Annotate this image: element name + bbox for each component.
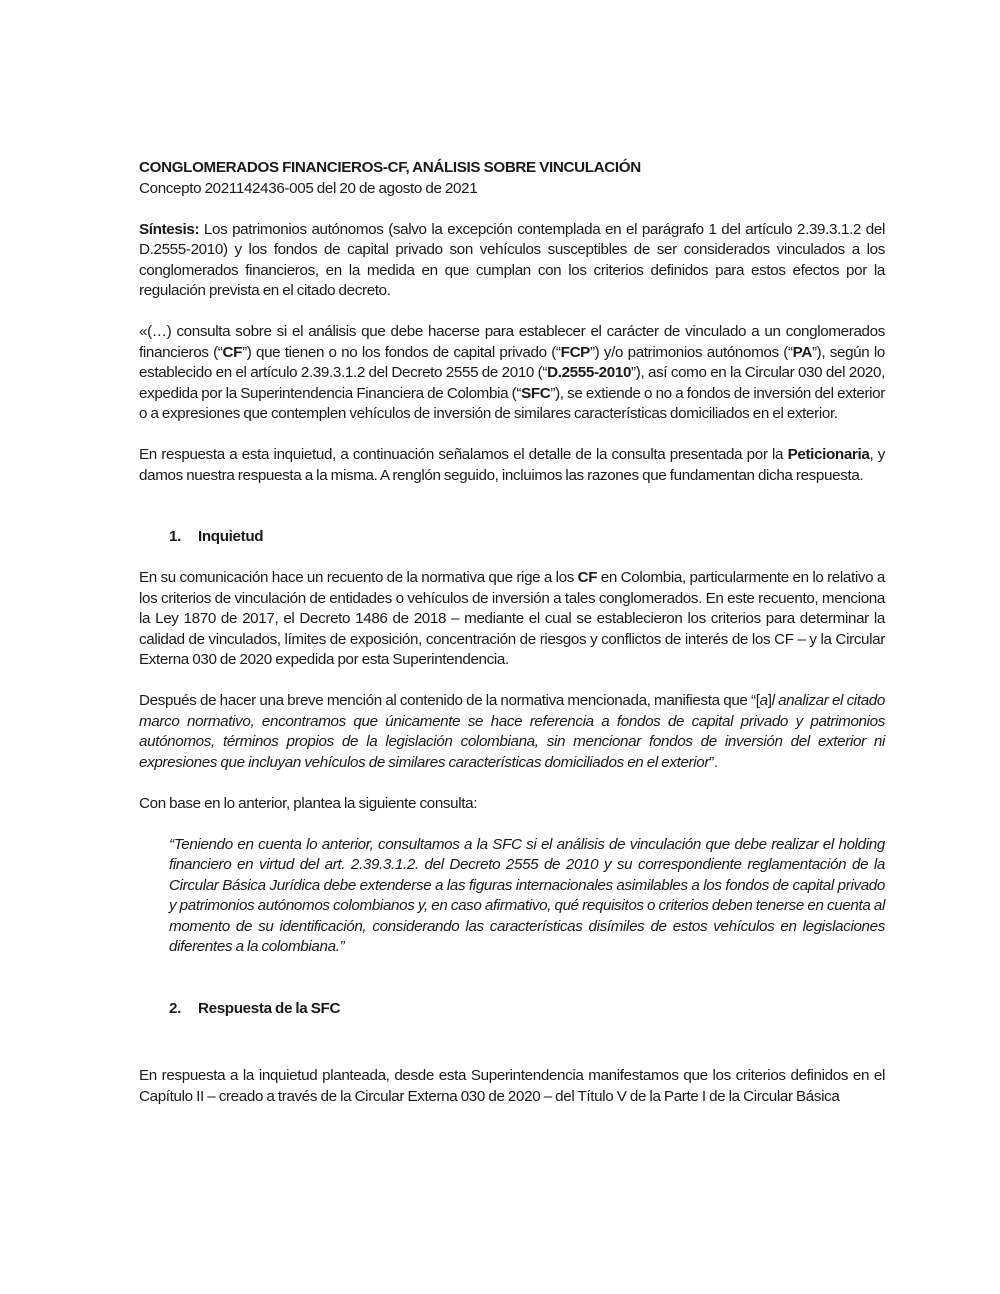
concept-reference: Concepto 2021142436-005 del 20 de agosto de 2021 <box>139 179 478 197</box>
document-title: CONGLOMERADOS FINANCIEROS-CF, ANÁLISIS SOBRE VINCULACIÓN <box>139 159 641 176</box>
document-page <box>139 158 885 1107</box>
response-intro-paragraph: En respuesta a esta inquietud, a continuación señalamos el detalle de la consulta presentada por la Peticionaria, y damos nuestra respuesta a la misma. A renglón seguido, incluimos las razones que fundamentan dicha respuesta. <box>139 446 886 484</box>
query-intro-paragraph: Con base en lo anterior, plantea la siguiente consulta: <box>139 794 478 812</box>
response-paragraph: En respuesta a la inquietud planteada, desde esta Superintendencia manifestamos que los criterios definidos en el Capítulo II – creado a través de la Circular Externa 030 de 2020 – del Título V de la Parte I de la Circular Básica <box>139 1067 885 1105</box>
section-heading-inquietud: 1. Inquietud <box>169 528 264 545</box>
consultation-paragraph: «(…) consulta sobre si el análisis que debe hacerse para establecer el carácter de vinculado a un conglomerados financieros (“CF”) que tienen o no los fondos de capital privado (“FCP”) y/o patrimonios autónomos (“PA”), según lo establecido en el artículo 2.39.3.1.2 del Decreto 2555 de 2010 (“D.2555-2010”), así como en la Circular 030 del 2020, expedida por la Superintendencia Financiera de Colombia (“SFC”), se extiende o no a fondos de inversión del exterior o a expresiones que contemplen vehículos de inversión de similares características domiciliados en el exterior. <box>139 323 885 422</box>
inquietud-paragraph: En su comunicación hace un recuento de la normativa que rige a los CF en Colombia, particularmente en lo relativo a los criterios de vinculación de entidades o vehículos de inversión a tales conglomerados. En este recuento, menciona la Ley 1870 de 2017, el Decreto 1486 de 2018 – mediante el cual se establecieron los criterios para determinar la calidad de vinculados, límites de exposición, concentración de riesgos y conflictos de interés de los CF – y la Circular Externa 030 de 2020 expedida por esta Superintendencia. <box>139 569 885 668</box>
synthesis-paragraph: Síntesis: Los patrimonios autónomos (salvo la excepción contemplada en el parágrafo 1 del artículo 2.39.3.1.2 del D.2555-2010) y los fondos de capital privado son vehículos susceptibles de ser considerados vinculados a los conglomerados financieros, en la medida en que cumplan con los criterios definidos para estos efectos por la regulación prevista en el citado decreto. <box>139 220 885 299</box>
section-heading-respuesta: 2. Respuesta de la SFC <box>169 999 341 1017</box>
quoted-query: “Teniendo en cuenta lo anterior, consultamos a la SFC si el análisis de vinculación que debe realizar el holding financiero en virtud del art. 2.39.3.1.2. del Decreto 2555 de 2010 y su correspondiente reglamentación de la Circular Básica Jurídica debe extenderse a las figuras internacionales asimilables a los fondos de capital privado y patrimonios autónomos colombianos y, en caso afirmativo, qué requisitos o criterios deben tenerse en cuenta al momento de su identificación, considerando las características disímiles de estos vehículos en legislaciones diferentes a la colombiana.” <box>169 835 885 955</box>
synthesis-label: Síntesis: <box>139 220 200 238</box>
citation-paragraph: Después de hacer una breve mención al contenido de la normativa mencionada, manifiesta que “[a]l analizar el citado marco normativo, encontramos que únicamente se hace referencia a fondos de capital privado y patrimonios autónomos, términos propios de la legislación colombiana, sin mencionar fondos de inversión del exterior ni expresiones que incluyan vehículos de similares características domiciliados en el exterior”. <box>139 692 885 771</box>
